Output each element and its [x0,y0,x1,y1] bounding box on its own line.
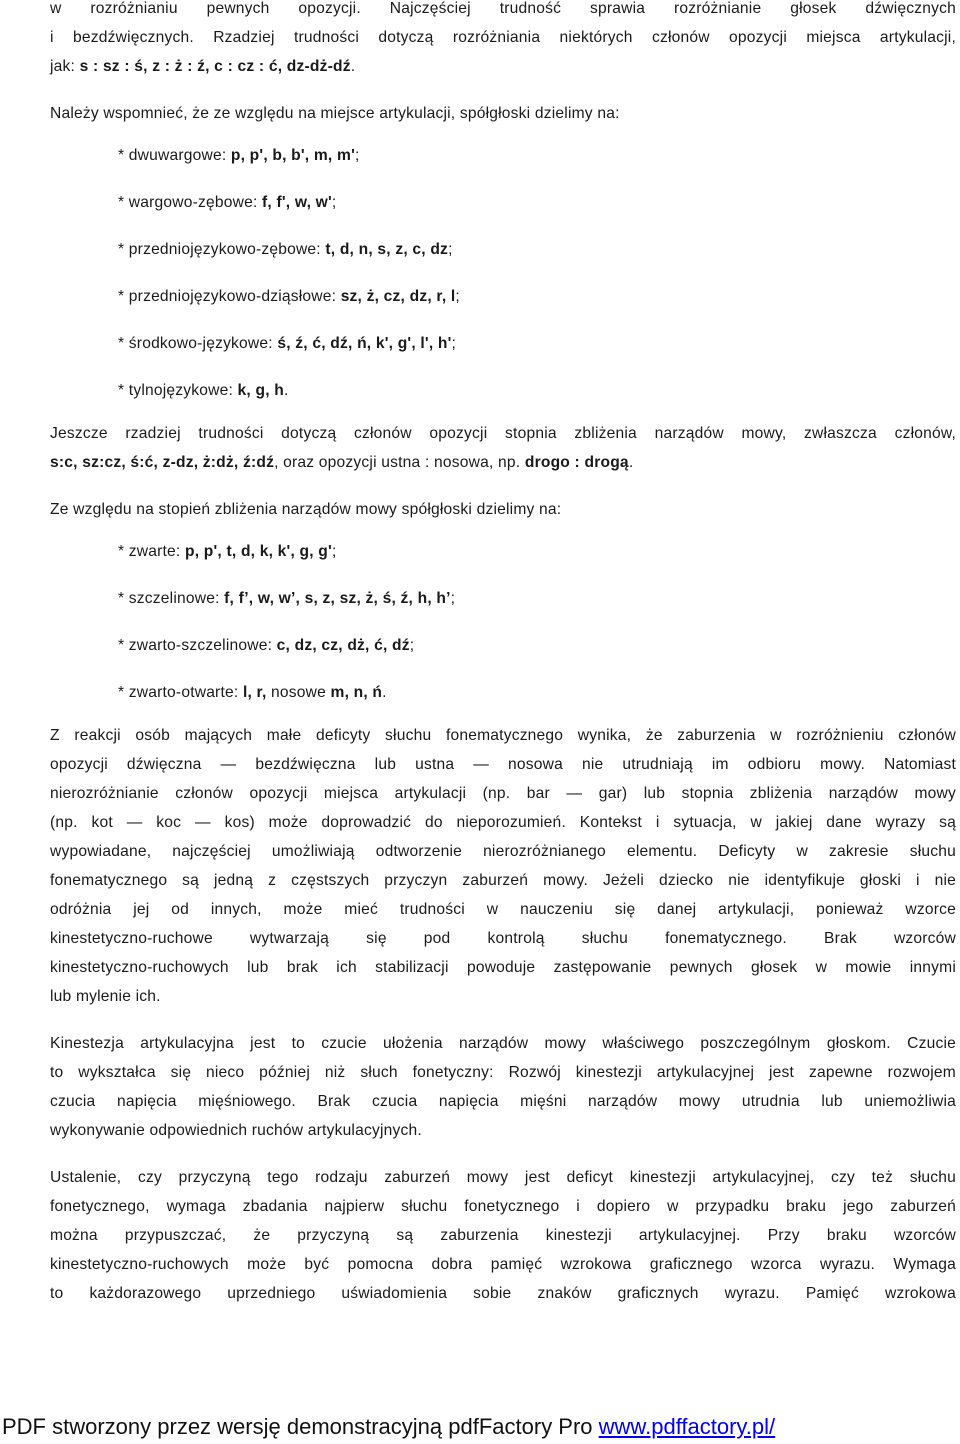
list-item [118,683,956,703]
document-page [50,0,956,1326]
bold-phonemes: p, p', b, b', m, m' [230,147,355,164]
text-line: (np. kot — koc — kos) może doprowadzić do nieporozumień. Kontekst i sytuacja, w jakiej dane wyrazy są [50,814,956,831]
paragraph-place-of-articulation [50,99,956,128]
list-item-text: * dwuwargowe: [118,147,231,164]
list-item-text: * przedniojęzykowo-dziąsłowe: [118,288,341,305]
text-line: odróżnia jej od innych, może mieć trudności w nauczeniu się danej artykulacji, ponieważ wzorce [50,901,956,918]
text-line: i bezdźwięcznych. Rzadziej trudności dotyczą rozróżniania niektórych członów opozycji miejsca artykulacji, [50,29,956,46]
list-item-text: * przedniojęzykowo-zębowe: [118,241,326,258]
text-line: kinestetyczno-ruchowe wytwarzają się pod kontrolą słuchu fonematycznego. Brak wzorców [50,930,956,947]
bold-example: drogo : drogą [524,454,629,471]
text-line: Z reakcji osób mających małe deficyty słuchu fonematycznego wynika, że zaburzenia w rozróżnieniu członów [50,727,956,744]
list-item [118,589,956,609]
list-item [118,334,956,354]
list-item-text: * środkowo-językowe: [118,335,278,352]
list-item-text: ; [409,637,415,654]
list-item-text: ; [448,241,453,258]
list-item-text: * zwarto-szczelinowe: [118,637,277,654]
list-item [118,193,956,213]
text-line: Ustalenie, czy przyczyną tego rodzaju zaburzeń mowy jest deficyt kinestezji artykulacyjnej, czy też słuchu [50,1169,956,1186]
text-line: kinestetyczno-ruchowych może być pomocna dobra pamięć wzrokowa graficznego wzorca wyrazu. Wymaga [50,1256,956,1273]
text-line: Należy wspomnieć, że ze względu na miejsce artykulacji, spółgłoski dzielimy na: [50,105,620,122]
text-line: opozycji dźwięczna — bezdźwięczna lub ustna — nosowa nie utrudniają im odbioru mowy. Natomiast [50,756,956,773]
text-line: Ze względu na stopień zbliżenia narządów mowy spółgłoski dzielimy na: [50,501,562,518]
text-span: , oraz opozycji ustna : nosowa, np. [274,454,525,471]
list-item-text: * tylnojęzykowe: [118,382,238,399]
list-item [118,240,956,260]
list-item-text: ; [455,288,460,305]
list-item-text: * wargowo-zębowe: [118,194,263,211]
list-item [118,636,956,656]
paragraph-diagnosis [50,1163,956,1308]
list-item [118,381,956,401]
list-item-text: ; [331,194,337,211]
list-item-text: ; [451,335,457,352]
text-line: to każdorazowego uprzedniego uświadomienia sobie znaków graficznych wyrazu. Pamięć wzrokowa [50,1285,956,1302]
list-item-text: * szczelinowe: [118,590,225,607]
list-item-text: nosowe [266,684,331,701]
bold-phonemes: p, p', t, d, k, k', g, g' [185,543,332,560]
bold-phonemes: ś, ź, ć, dź, ń, k', g', l', h' [277,335,452,352]
text-line: Kinestezja artykulacyjna jest to czucie ułożenia narządów mowy właściwego poszczególnym głoskom. Czucie [50,1035,956,1052]
list-degree-of-closure [50,542,956,703]
paragraph-kinesthesia [50,1029,956,1145]
pdf-footer [0,1414,960,1440]
list-item-text: ; [331,543,337,560]
list-item-text: ; [354,147,360,164]
text-line: można przypuszczać, że przyczyną są zaburzenia kinestezji artykulacyjnej. Przy braku wzorców [50,1227,956,1244]
text-line: to wykształca się nieco później niż słuch fonetyczny: Rozwój kinestezji artykulacyjnej jest zapewne rozwojem [50,1064,956,1081]
bold-phonemes: s:c, sz:cz, ś:ć, z-dz, ż:dż, ź:dź [50,454,275,471]
list-item-text: . [382,684,387,701]
bold-phonemes: c, dz, cz, dż, ć, dź [276,637,410,654]
text-line [50,448,956,477]
text-line: kinestetyczno-ruchowych lub brak ich stabilizacji powoduje zastępowanie pewnych głosek w mowie innymi [50,959,956,976]
text-span: . [350,58,356,75]
list-item-text: . [284,382,289,399]
text-span: jak: [50,58,80,75]
text-line: fonetycznego, wymaga zbadania najpierw słuchu fonetycznego i dopiero w przypadku braku jego zaburzeń [50,1198,956,1215]
list-item-text: ; [450,590,456,607]
text-span: . [628,454,634,471]
bold-phonemes: m, n, ń [330,684,383,701]
footer-text: PDF stworzony przez wersję demonstracyjną pdfFactory Pro [2,1414,599,1439]
bold-phonemes: k, g, h [237,382,284,399]
paragraph-intro [50,0,956,81]
text-line: czucia napięcia mięśniowego. Brak czucia napięcia mięśni narządów mowy utrudnia lub uniemożliwia [50,1093,956,1110]
paragraph-phonematic-hearing [50,721,956,1011]
list-item [118,146,956,166]
bold-phonemes: f, f', w, w' [262,194,332,211]
list-item-text: * zwarte: [118,543,185,560]
text-line: Jeszcze rzadziej trudności dotyczą członów opozycji stopnia zbliżenia narządów mowy, zwłaszcza członów, [50,425,956,442]
bold-phonemes: t, d, n, s, z, c, dz [325,241,449,258]
bold-phonemes: l, r, [242,684,267,701]
text-line: w rozróżnianiu pewnych opozycji. Najczęściej trudność sprawia rozróżnianie głosek dźwięcznych [50,0,956,17]
text-line: nierozróżnianie członów opozycji miejsca artykulacji (np. bar — gar) lub stopnia zbliżenia narządów mowy [50,785,956,802]
bold-phonemes: s : sz : ś, z : ż : ź, c : cz : ć, dz-dż-dź [79,58,351,75]
paragraph-degree-of-closure [50,495,956,524]
list-place-of-articulation [50,146,956,401]
text-line: wykonywanie odpowiednich ruchów artykulacyjnych. [50,1122,422,1139]
list-item-text: * zwarto-otwarte: [118,684,243,701]
text-line [50,52,956,81]
list-item [118,542,956,562]
text-line: wypowiadane, najczęściej umożliwiają odtworzenie nierozróżnianego elementu. Deficyty w zakresie słuchu [50,843,956,860]
footer-link[interactable]: www.pdffactory.pl/ [598,1414,776,1439]
text-line: lub mylenie ich. [50,988,161,1005]
bold-phonemes: f, f’, w, w’, s, z, sz, ż, ś, ź, h, h’ [224,590,451,607]
paragraph-degree-of-closure-intro [50,419,956,477]
text-line: fonematycznego są jedną z częstszych przyczyn zaburzeń mowy. Jeżeli dziecko nie identyfikuje głoski i nie [50,872,956,889]
list-item [118,287,956,307]
bold-phonemes: sz, ż, cz, dz, r, l [340,288,456,305]
